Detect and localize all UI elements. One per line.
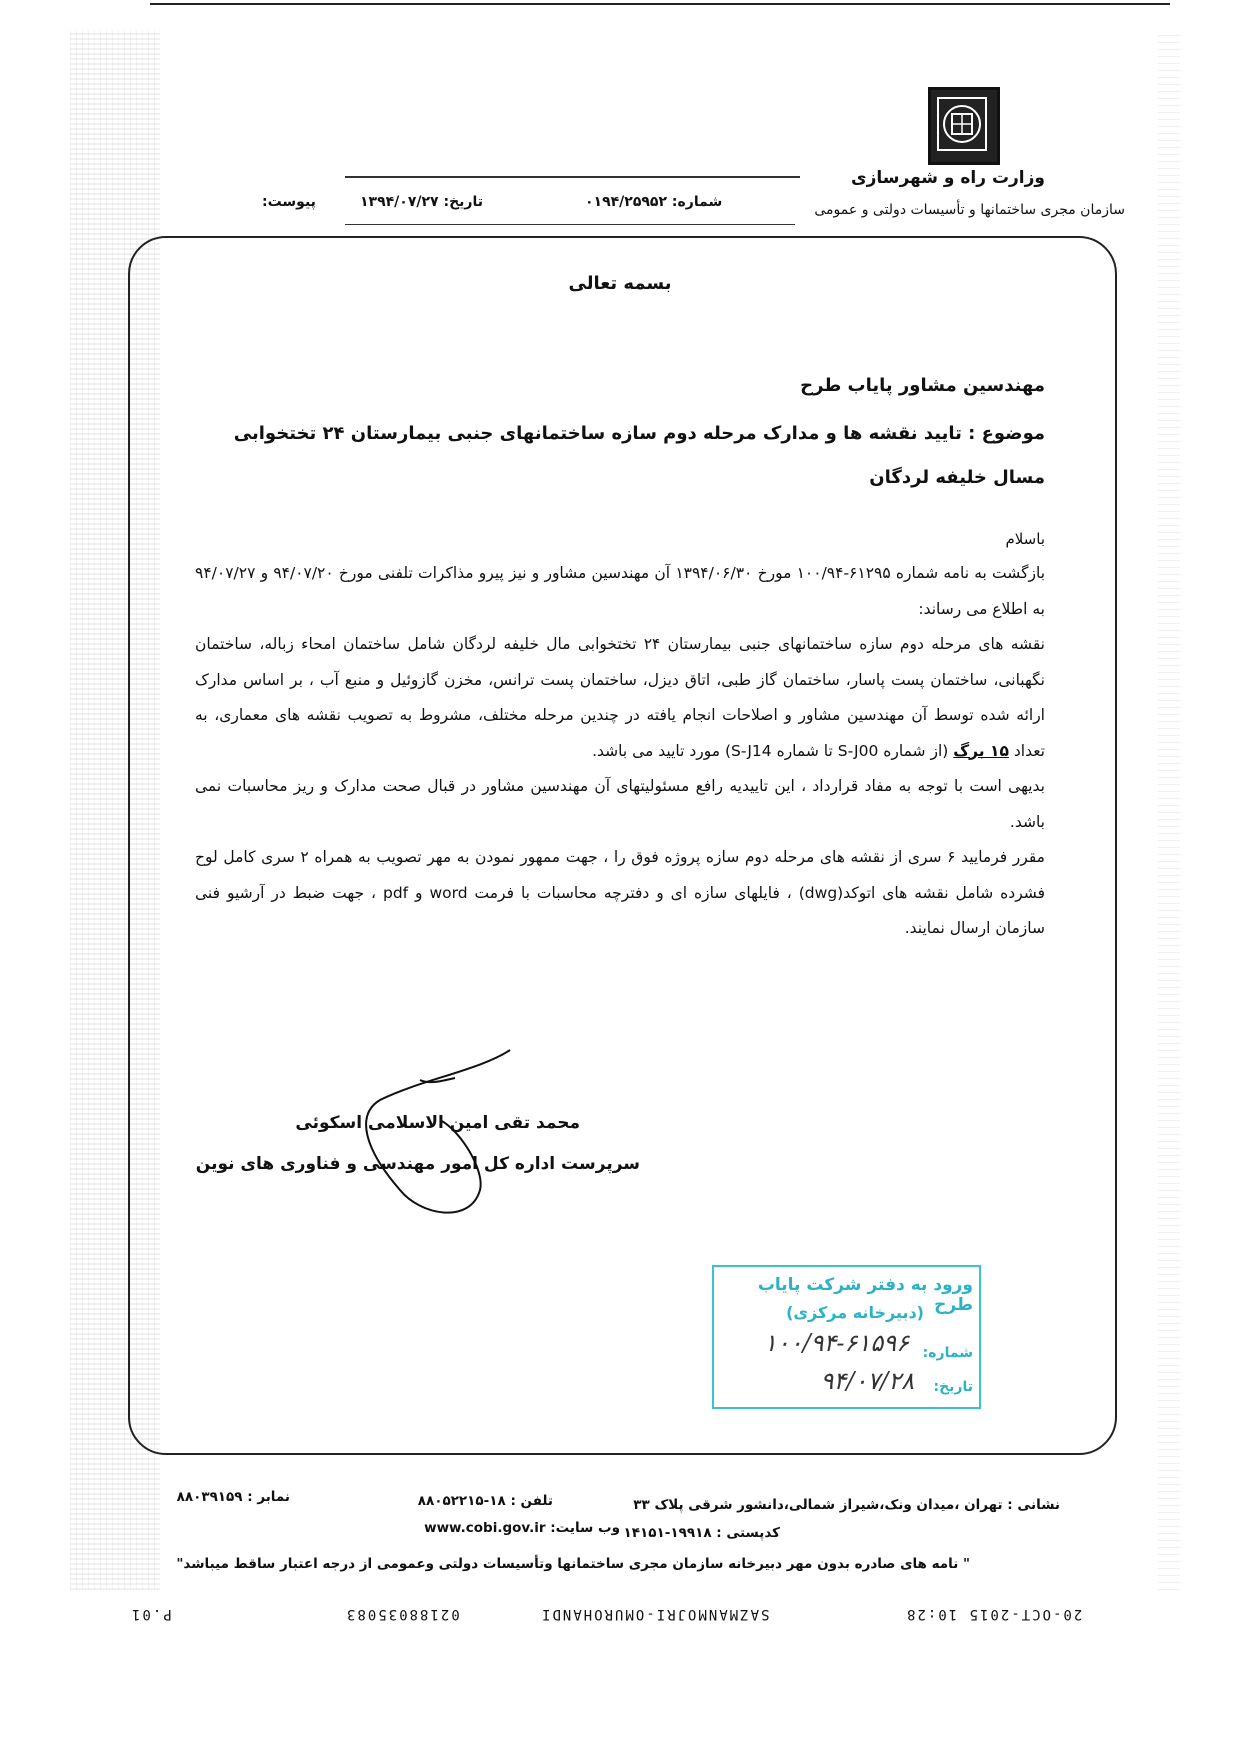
date-label: تاریخ: bbox=[443, 194, 483, 210]
stamp-line-1: ورود به دفتر شرکت پایاب طرح bbox=[757, 1275, 973, 1315]
fax-sender: SAZMANMOJRI-OMUROHANDI bbox=[540, 1606, 770, 1622]
footer-phone: تلفن : ۱۸-۸۸۰۵۲۲۱۵ bbox=[417, 1493, 553, 1509]
date-field bbox=[360, 194, 483, 210]
footer-postal: کدپستی : ۱۹۹۱۸-۱۴۱۵۱ bbox=[623, 1525, 780, 1541]
ministry-name: وزارت راه و شهرسازی bbox=[850, 168, 1045, 188]
handwritten-signature bbox=[360, 1040, 540, 1240]
letter-heading: بسمه تعالی bbox=[568, 273, 672, 294]
stamp-number-value: ۱۰۰/۹۴-۶۱۵۹۶ bbox=[763, 1329, 909, 1357]
body-paragraph-4: مقرر فرمایید ۶ سری از نقشه های مرحله دوم سازه پروژه فوق را ، جهت ممهور نمودن به مهر تصویب به همراه ۲ سری کامل لوح فشرده شامل نقشه های اتوکد(dwg) ، فایلهای سازه ای و دفترچه محاسبات با فرمت word و pdf ، جهت ضبط در آرشیو فنی سازمان ارسال نمایند. bbox=[195, 848, 1045, 937]
addressee: مهندسین مشاور پایاب طرح bbox=[800, 375, 1045, 396]
body-paragraph-2-part-b: (از شماره S-J00 تا شماره S-J14) مورد تایید می باشد. bbox=[592, 741, 949, 760]
fax-datetime: 20-OCT-2015 10:28 bbox=[905, 1606, 1083, 1622]
stamp-date-label: تاریخ: bbox=[933, 1379, 973, 1395]
organization-name: سازمان مجری ساختمانها و تأسیسات دولتی و عمومی bbox=[814, 202, 1125, 218]
footer-website-url: www.cobi.gov.ir bbox=[424, 1520, 546, 1536]
sheet-count: ۱۵ برگ bbox=[953, 741, 1009, 760]
fax-page: P.01 bbox=[130, 1606, 172, 1622]
letter-body bbox=[195, 556, 1045, 947]
ministry-logo bbox=[928, 87, 1000, 169]
greeting: باسلام bbox=[1005, 530, 1045, 548]
fax-number: 02188035083 bbox=[345, 1606, 460, 1622]
number-value: ۰۱۹۴/۲۵۹۵۲ bbox=[585, 194, 668, 210]
body-paragraph-1: بازگشت به نامه شماره ۶۱۲۹۵-۱۰۰/۹۴ مورخ ۱۳۹۴/۰۶/۳۰ آن مهندسین مشاور و نیز پیرو مذاکرات تلفنی مورخ ۹۴/۰۷/۲۰ و ۹۴/۰۷/۲۷ به اطلاع می رساند: bbox=[195, 564, 1046, 618]
date-value: ۱۳۹۴/۰۷/۲۷ bbox=[360, 194, 439, 210]
footer-fax: نمابر : ۸۸۰۳۹۱۵۹ bbox=[176, 1489, 290, 1505]
footer-address: نشانی : تهران ،میدان ونک،شیراز شمالی،دانشور شرقی پلاک ۳۳ bbox=[633, 1497, 1060, 1513]
number-label: شماره: bbox=[671, 194, 723, 210]
footer-website bbox=[424, 1520, 620, 1536]
body-paragraph-3: بدیهی است با توجه به مفاد قرارداد ، این تاییدیه رافع مسئولیتهای آن مهندسین مشاور در قبال صحت مدارک و ریز محاسبات نمی باشد. bbox=[195, 777, 1045, 831]
footer-website-label: وب سایت: bbox=[550, 1520, 620, 1536]
stamp-line-2: (دبیرخانه مرکزی) bbox=[786, 1303, 924, 1322]
subject: موضوع : تایید نقشه ها و مدارک مرحله دوم سازه ساختمانهای جنبی بیمارستان ۲۴ تختخوابی مسال خلیفه لردگان bbox=[233, 423, 1045, 488]
signatory-title: سرپرست اداره کل امور مهندسی و فناوری های نوین bbox=[195, 1154, 640, 1174]
attachment-label: پیوست: bbox=[262, 194, 316, 210]
header-divider bbox=[345, 176, 800, 178]
stamp-number-label: شماره: bbox=[922, 1345, 973, 1361]
footer-notice: " نامه های صادره بدون مهر دبیرخانه سازمان مجری ساختمانها وتأسیسات دولتی وعمومی از درجه اعتبار ساقط میباشد" bbox=[176, 1556, 970, 1572]
scan-noise-right bbox=[1158, 30, 1180, 1590]
body-paragraph-2 bbox=[195, 627, 1045, 769]
receipt-stamp bbox=[712, 1265, 981, 1409]
stamp-date-value: ۹۴/۰۷/۲۸ bbox=[820, 1367, 914, 1395]
number-field bbox=[585, 194, 722, 210]
signatory-name: محمد تقی امین الاسلامی اسکوئی bbox=[295, 1113, 580, 1133]
header-divider-lower bbox=[345, 224, 795, 225]
body-paragraph-2-part-a: نقشه های مرحله دوم سازه ساختمانهای جنبی بیمارستان ۲۴ تختخوابی مال خلیفه لردگان شامل ساختمان امحاء زباله، ساختمان نگهبانی، ساختمان پست پاسار، ساختمان گاز طبی، اتاق دیزل، ساختمان پست ترانس، مخزن گازوئیل و منبع آب ، بر اساس مدارک ارائه شده توسط آن مهندسین مشاور و اصلاحات انجام یافته در چندین مرحله مختلف، مشروط به تصویب نقشه های معماری، به تعداد bbox=[195, 635, 1045, 760]
top-edge-line bbox=[150, 3, 1170, 5]
